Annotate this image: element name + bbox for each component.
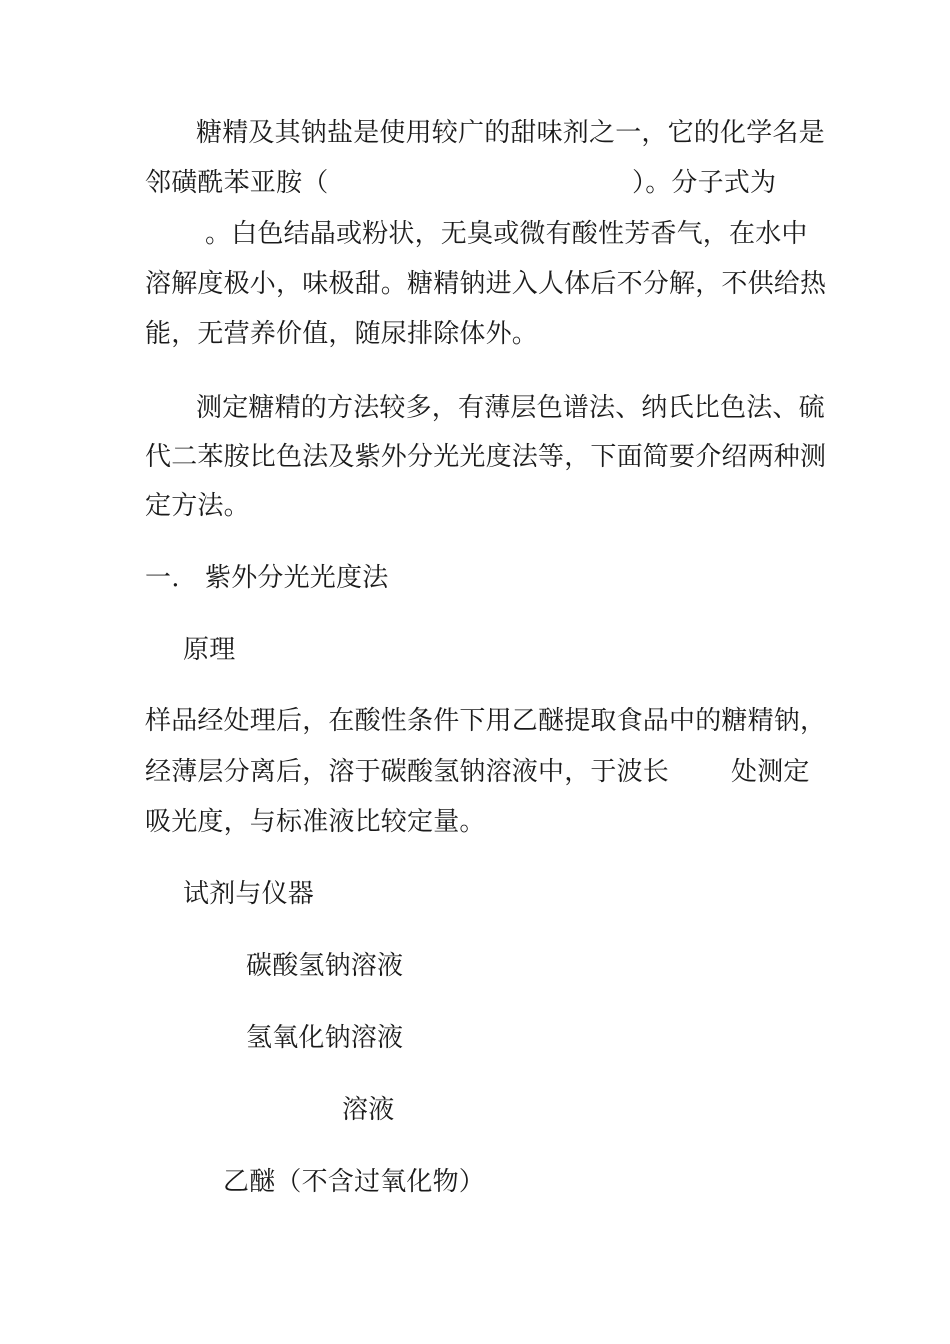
- section-title: 紫外分光光度法: [205, 563, 389, 593]
- principle-line-2a: 经薄层分离后，溶于碳酸氢钠溶液中，于波长: [145, 757, 670, 787]
- principle-line-1: 样品经处理后，在酸性条件下用乙醚提取食品中的糖精钠，: [145, 706, 827, 736]
- intro-line-4: 溶解度极小，味极甜。糖精钠进入人体后不分解，不供给热: [145, 269, 827, 299]
- reagents-heading: 试剂与仪器: [183, 879, 315, 909]
- reagent-item: 溶液: [342, 1095, 395, 1125]
- intro-line-2b: ）。分子式为: [632, 168, 777, 198]
- methods-line-1: 测定糖精的方法较多，有薄层色谱法、纳氏比色法、硫: [196, 393, 825, 423]
- intro-line-3: 。白色结晶或粉状，无臭或微有酸性芳香气，在水中: [205, 219, 808, 249]
- intro-line-2a: 邻磺酰苯亚胺（: [145, 168, 329, 198]
- intro-line-5: 能，无营养价值，随尿排除体外。: [145, 319, 539, 349]
- reagent-item: 乙醚（不含过氧化物）: [223, 1167, 486, 1197]
- principle-line-3: 吸光度，与标准液比较定量。: [145, 807, 486, 837]
- reagent-item: 碳酸氢钠溶液: [246, 951, 404, 981]
- methods-line-2: 代二苯胺比色法及紫外分光光度法等，下面简要介绍两种测: [145, 442, 827, 472]
- reagent-item: 氢氧化钠溶液: [246, 1023, 404, 1053]
- principle-line-2b: 处测定: [731, 757, 810, 787]
- methods-line-3: 定方法。: [145, 491, 250, 521]
- principle-heading: 原理: [183, 635, 236, 665]
- section-number: 一.: [145, 563, 180, 593]
- intro-line-1: 糖精及其钠盐是使用较广的甜味剂之一，它的化学名是: [196, 118, 825, 148]
